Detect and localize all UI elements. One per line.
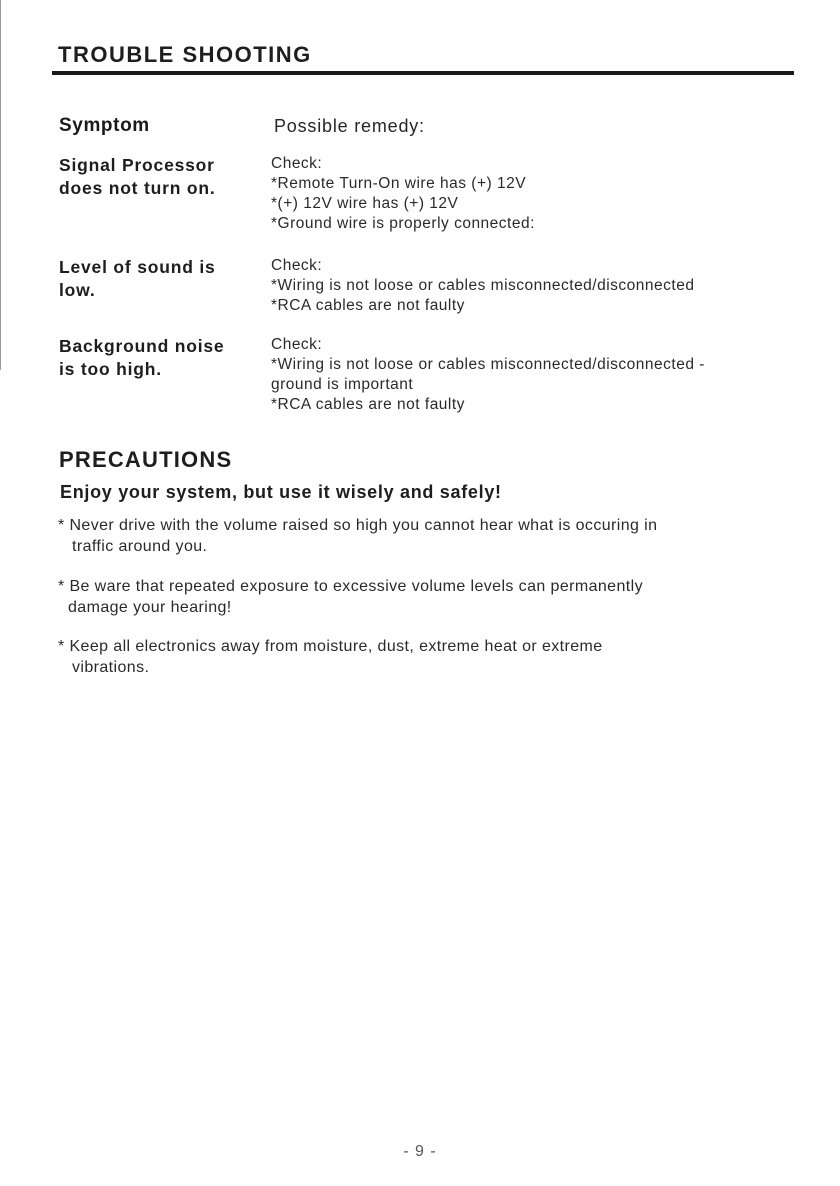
remedy-column-heading: Possible remedy: bbox=[274, 116, 425, 136]
symptom-text: Signal Processor does not turn on. bbox=[59, 155, 216, 198]
remedy-text: Check: *Remote Turn-On wire has (+) 12V *(+) 12V wire has (+) 12V *Ground wire is properly connected: bbox=[271, 155, 535, 232]
title-underline bbox=[52, 71, 794, 75]
remedy-text: Check: *Wiring is not loose or cables misconnected/disconnected - ground is important *RCA cables are not faulty bbox=[271, 336, 705, 413]
precaution-item: * Keep all electronics away from moisture, dust, extreme heat or extreme vibrations. bbox=[58, 638, 603, 676]
precaution-item: * Never drive with the volume raised so high you cannot hear what is occuring in traffic around you. bbox=[58, 517, 658, 555]
page-title: TROUBLE SHOOTING bbox=[58, 42, 312, 67]
remedy-text: Check: *Wiring is not loose or cables misconnected/disconnected *RCA cables are not faulty bbox=[271, 257, 695, 314]
page-edge bbox=[0, 0, 1, 370]
symptom-text: Background noise is too high. bbox=[59, 336, 225, 379]
precautions-subtitle: Enjoy your system, but use it wisely and safely! bbox=[60, 482, 502, 502]
page-number: - 9 - bbox=[403, 1143, 437, 1160]
symptom-column-heading: Symptom bbox=[59, 115, 150, 136]
symptom-text: Level of sound is low. bbox=[59, 257, 216, 300]
precaution-item: * Be ware that repeated exposure to excessive volume levels can permanently damage your hearing! bbox=[58, 578, 643, 616]
precautions-title: PRECAUTIONS bbox=[59, 447, 233, 472]
